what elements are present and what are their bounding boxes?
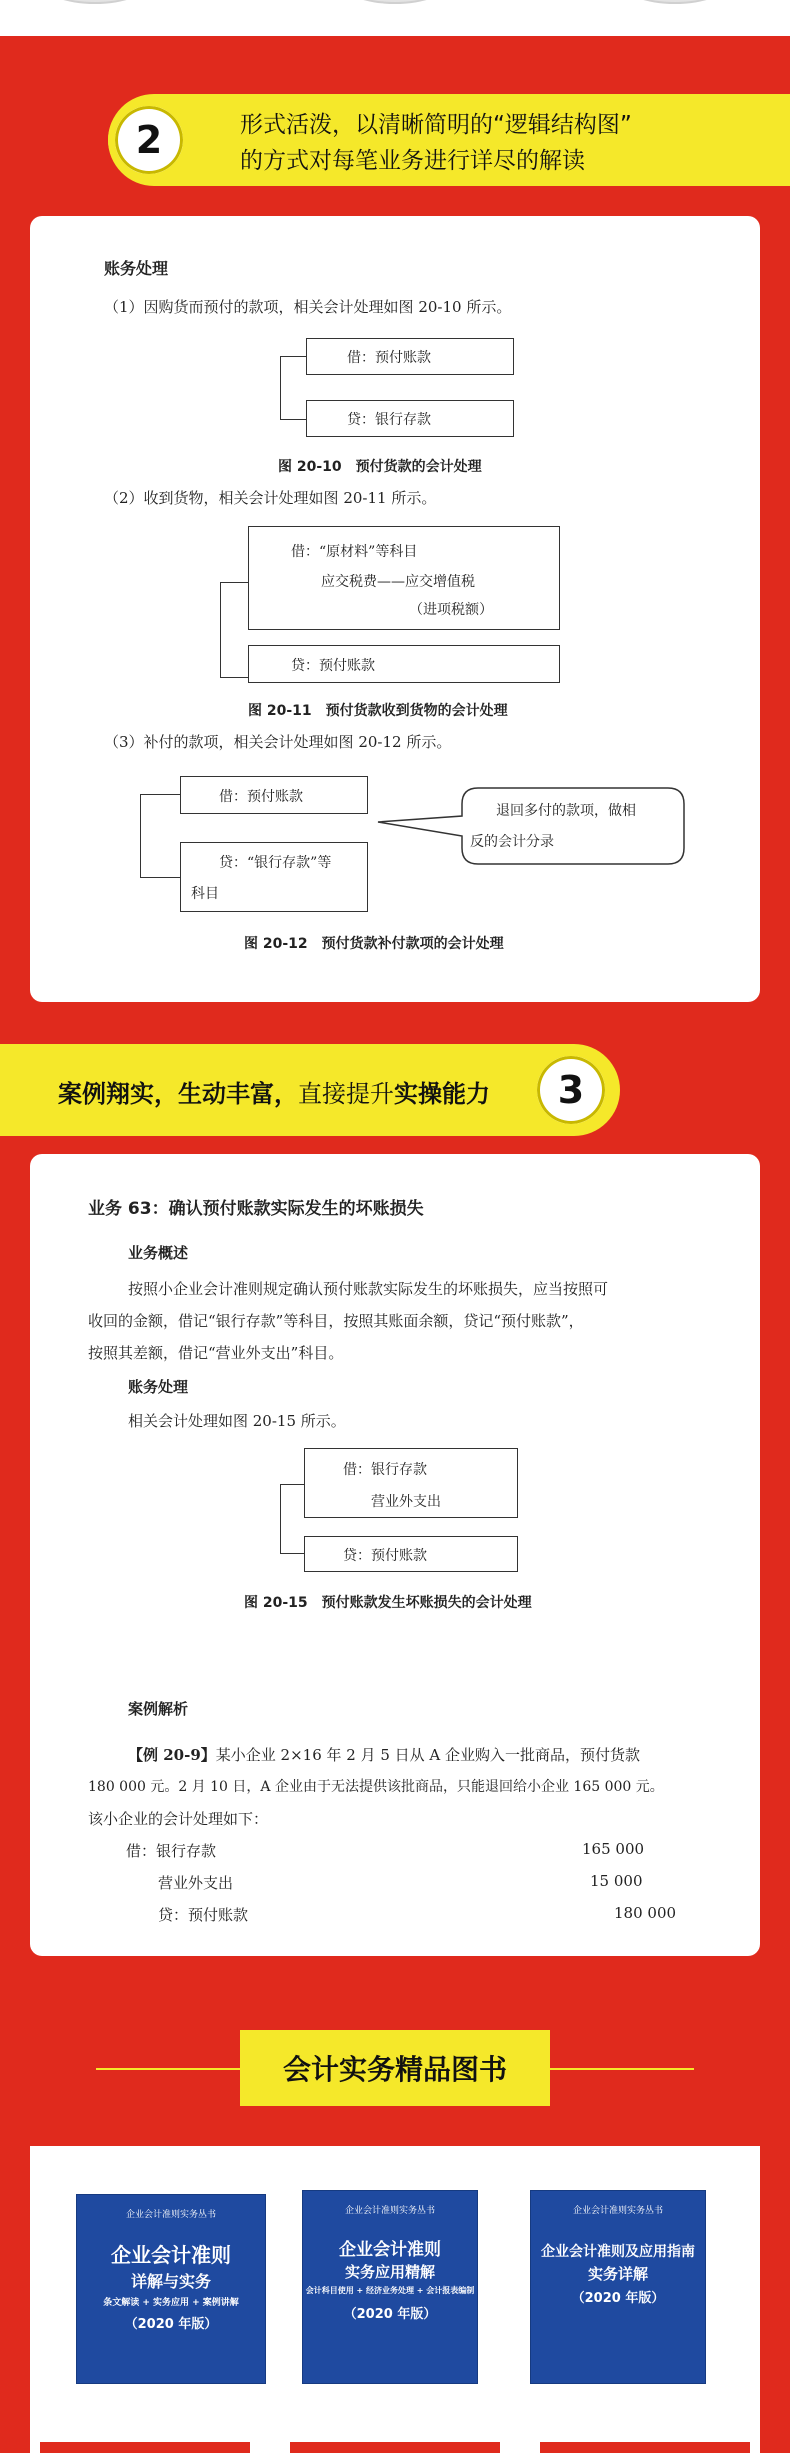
book-title: 企业会计准则 — [339, 2240, 441, 2260]
book-tagline: 条文解读 + 实务应用 + 案例讲解 — [103, 2298, 239, 2308]
diagram-bracket — [280, 1484, 304, 1554]
case-heading: 案例解析 — [128, 1700, 189, 1718]
credit-entry: 贷：“银行存款”等 — [219, 855, 332, 871]
banner-line-2: 的方式对每笔业务进行详尽的解读 — [240, 148, 585, 174]
overview-line-1: 按照小企业会计准则规定确认预付账款实际发生的坏账损失，应当按照可 — [128, 1280, 609, 1298]
debit-entry: 借：“原材料”等科目 — [291, 544, 418, 560]
overview-heading: 业务概述 — [128, 1244, 189, 1262]
entry-label: 营业外支出 — [158, 1874, 234, 1892]
debit-entry-2: 营业外支出 — [371, 1494, 441, 1510]
banner-text-b: 直接提升 — [298, 1080, 394, 1108]
business-title: 业务 63：确认预付账款实际发生的坏账损失 — [88, 1199, 424, 1219]
book-title: 企业会计准则及应用指南 — [541, 2244, 695, 2260]
section-heading: 账务处理 — [104, 259, 169, 278]
diagram-box — [306, 400, 514, 437]
book-subtitle: 实务详解 — [587, 2265, 648, 2283]
title-divider-right — [544, 2068, 694, 2070]
book-title: 企业会计准则 — [111, 2243, 231, 2267]
entry-amount: 15 000 — [590, 1872, 643, 1890]
section-number-badge: 2 — [108, 99, 190, 181]
example-label: 【例 20-9】 — [128, 1746, 216, 1764]
entry-label: 借：银行存款 — [126, 1842, 217, 1860]
diagram-box — [180, 776, 368, 814]
diagram-box — [248, 645, 560, 683]
example-text-1: 某小企业 2×16 年 2 月 5 日从 A 企业购入一批商品，预付货款 — [215, 1746, 641, 1764]
book-cover[interactable] — [76, 2194, 266, 2384]
book-series: 企业会计准则实务丛书 — [572, 2206, 663, 2216]
diagram-box — [180, 842, 368, 912]
case-card — [30, 1154, 760, 1956]
diagram-bracket — [280, 356, 306, 420]
figure-caption: 图 20-12 预付货款补付款项的会计处理 — [244, 936, 504, 952]
section-number-badge: 3 — [530, 1049, 612, 1131]
bubble-note-line-2: 反的会计分录 — [470, 834, 554, 850]
section-2-banner — [108, 94, 790, 186]
bubble-note-line-1: 退回多付的款项，做相 — [496, 803, 636, 819]
paragraph: （2）收到货物，相关会计处理如图 20-11 所示。 — [104, 489, 437, 507]
decorative-arc — [40, 0, 150, 4]
banner-text-a: 案例翔实，生动丰富， — [58, 1080, 298, 1108]
entry-amount: 180 000 — [614, 1904, 677, 1922]
top-strip — [0, 0, 790, 36]
books-section-title: 会计实务精品图书 — [240, 2030, 550, 2106]
book-edition: （2020 年版） — [571, 2291, 665, 2306]
diagram-box — [304, 1536, 518, 1572]
books-panel — [30, 2146, 760, 2453]
example-line-1 — [128, 1744, 640, 1765]
accounting-text: 相关会计处理如图 20-15 所示。 — [128, 1412, 346, 1430]
title-divider-left — [96, 2068, 246, 2070]
accounting-card — [30, 216, 760, 1002]
book-button-stub[interactable] — [40, 2442, 250, 2453]
example-line-3: 该小企业的会计处理如下： — [88, 1810, 269, 1828]
section-3-banner — [0, 1044, 620, 1136]
entry-amount: 165 000 — [582, 1840, 645, 1858]
figure-caption: 图 20-11 预付货款收到货物的会计处理 — [248, 703, 508, 719]
decorative-arc — [340, 0, 450, 4]
book-series: 企业会计准则实务丛书 — [125, 2210, 216, 2220]
figure-caption: 图 20-10 预付货款的会计处理 — [278, 459, 482, 475]
figure-caption: 图 20-15 预付账款发生坏账损失的会计处理 — [244, 1595, 532, 1611]
overview-line-2: 收回的金额，借记“银行存款”等科目，按照其账面余额，贷记“预付账款”， — [88, 1312, 584, 1330]
example-line-2: 180 000 元。2 月 10 日，A 企业由于无法提供该批商品，只能退回给小企业 165 000 元。 — [88, 1779, 664, 1795]
book-button-stub[interactable] — [540, 2442, 750, 2453]
book-cover[interactable] — [530, 2190, 706, 2384]
debit-entry: 借：预付账款 — [347, 350, 431, 366]
book-subtitle: 详解与实务 — [130, 2272, 211, 2291]
paragraph: （1）因购货而预付的款项，相关会计处理如图 20-10 所示。 — [104, 298, 512, 316]
book-edition: （2020 年版） — [343, 2307, 437, 2322]
book-edition: （2020 年版） — [124, 2317, 218, 2332]
book-tagline: 会计科目使用 + 经济业务处理 + 会计报表编制 — [305, 2286, 475, 2295]
credit-entry: 贷：预付账款 — [343, 1548, 427, 1564]
book-cover[interactable] — [302, 2190, 478, 2384]
book-series: 企业会计准则实务丛书 — [344, 2206, 435, 2216]
banner-text — [58, 1074, 490, 1109]
entry-label: 贷：预付账款 — [158, 1906, 249, 1924]
credit-entry: 贷：预付账款 — [291, 658, 375, 674]
tax-entry: 应交税费——应交增值税 — [321, 574, 475, 590]
book-subtitle: 实务应用精解 — [344, 2263, 435, 2281]
credit-entry-cont: 科目 — [191, 886, 219, 902]
diagram-box — [306, 338, 514, 375]
book-button-stub[interactable] — [290, 2442, 500, 2453]
decorative-arc — [620, 0, 730, 4]
tax-subentry: （进项税额） — [409, 602, 493, 618]
diagram-bracket — [140, 794, 180, 878]
debit-entry: 借：预付账款 — [219, 789, 303, 805]
banner-text-c: 实操能力 — [394, 1080, 490, 1108]
accounting-heading: 账务处理 — [128, 1378, 189, 1396]
paragraph: （3）补付的款项，相关会计处理如图 20-12 所示。 — [104, 733, 452, 751]
credit-entry: 贷：银行存款 — [347, 412, 431, 428]
overview-line-3: 按照其差额，借记“营业外支出”科目。 — [88, 1344, 344, 1362]
banner-line-1: 形式活泼，以清晰简明的“逻辑结构图” — [240, 112, 632, 138]
diagram-box — [248, 526, 560, 630]
diagram-bracket — [220, 582, 248, 678]
debit-entry: 借：银行存款 — [343, 1462, 427, 1478]
diagram-box — [304, 1448, 518, 1518]
